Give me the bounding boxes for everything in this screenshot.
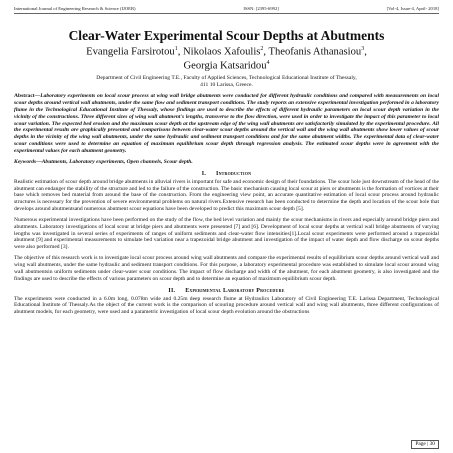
section-heading-introduction — [14, 170, 439, 178]
abstract-text: Laboratory experiments on local scour process at wing wall bridge abutments were conducted for different hydraulic conditions and compared with measurements on local scour depths around vertical wall abutments, under the same flow and sediment transport conditions. The study reports an extensive experimental investigation performed in a laboratory flume in the Technological Educational Institute of Thessaly, whose findings are used to describe the effects of different hydraulic parameters on local scour depth variation in the vicinity of the constructions. Three different sizes of wing wall abutment's lengths, transverse to the flow direction, were used in order to investigate the impact of this parameter to local scour variation. The expected bed erosion and the maximum scour depth at the upstream edge of the wing wall abutments are satisfactorily simulated by the experimental procedure. All the experimental results are graphically presented and comparisons between clear-water scour depths around the vertical wall and the wing wall abutments show lower values of scour depths in the vicinity of the wing wall abutments, under the same hydraulic and sediment transport conditions and for the same abutment widths. The experimental data of clear-water scour conditions were used to determine an equation of maximum equilibrium scour depth through regression analysis. The estimated scour depths were in agreement with the experimental values for each abutment geometry. — [14, 93, 439, 154]
section-title: Experimental Laboratory Procedure — [185, 287, 285, 294]
author-1-affil: 1 — [174, 46, 178, 52]
running-head — [14, 6, 439, 14]
author-4: Georgia Katsaridou — [183, 60, 267, 72]
journal-name: International Journal of Engineering Research & Science (IJOER) — [14, 6, 136, 11]
affiliation-line-2: 411 10 Larissa, Greece. — [200, 81, 253, 88]
affiliation — [14, 75, 439, 88]
section-heading-procedure — [14, 287, 439, 295]
keywords: Keywords—Abutments, Laboratory experiments, Open channels, Scour depth. — [14, 158, 193, 165]
abstract — [14, 93, 439, 155]
author-3-affil: 3 — [361, 46, 365, 52]
author-4-affil: 4 — [266, 60, 270, 67]
affiliation-line-1: Department of Civil Engineering T.E., Faculty of Applied Sciences, Technological Educational Institute of Thessaly, — [96, 75, 357, 82]
issn: ISSN: [2395-6992] — [243, 6, 279, 11]
author-list — [14, 44, 439, 72]
intro-paragraph-2: Numerous experimental investigations have been performed on the study of the flow, the bed level variation and mainly the scour mechanisms in rivers and especially around bridge piers and abutments. Laboratory investigations of local scour at bridge piers and abutments were presented [7] and [6]. Development of local scour depths at vertical wall bridge abutments of varying lengths was investigated in several series of experiments of ranges of uniform sediments and clear-water flow intensities[1].Local scour experiments were performed around a trapezoidal abutment [9] and experimental measurements to simulate bed variation near a trapezoidal bridge abutment and investigation of the impact of water depth and flow discharge on scour depths were also performed [3]. — [14, 216, 439, 251]
intro-paragraph-3: The objective of this research work is to investigate local scour process around wing wall abutments and compare the experimental results of equilibrium scour depths around vertical wall and wing wall abutments, under the same hydraulic and sediment transport conditions. For this purpose, a laboratory experimental procedure was established to simulate local scour around wing wall abutmentsin uniform sediments under clear-water scour conditions. The impact of flow discharge and width of the abutment, for each abutment geometry, is also investigated and the findings are used to describe the effects of various parameters on scour depth and to determine an equation of maximum equilibrium scour depth. — [14, 255, 439, 282]
abstract-lead: Abstract— — [14, 93, 41, 100]
procedure-paragraph-1: The experiments were conducted in a 6.0m long, 0.078m wide and 0.25m deep research flume at Hydraulics Laboratory of Civil Engineering T.E. Larissa Department, Technological Educational Institute of Thessaly.As the object of the current work is the comparison of scouring procedure around vertical wall and wing wall abutments, three different configurations of abutment models, for each geometry, were used and a parametric investigation of local scour depth evolution around the obstructions — [14, 295, 439, 316]
author-2: , Nikolaos Xafoulis — [177, 46, 261, 58]
author-1: Evangelia Farsirotou — [86, 46, 175, 58]
section-number: II. — [168, 287, 176, 294]
author-3: , Theofanis Athanasiou — [263, 46, 362, 58]
paper-title: Clear-Water Experimental Scour Depths at Abutments — [68, 28, 385, 43]
intro-paragraph-1: Realistic estimation of scour depth around bridge abutments in alluvial rivers is important for safe and economic design of their foundations. The scour hole just downstream of the head of the abutment can endanger the stability of the structure and led to the failure of the construction. The basic mechanism causing local scour at piers or abutments is the formation of vortices at their base which removes bed material from around the base of the construction. From the engineering view point, an accurate quantitative estimation of local scour process around hydraulic structures is necessary for the prevention of severe environmental problems on natural rivers.Extensive research has been conducted to determine the depth and location of the scour hole that develops around abutmentsand numerous abutment scour equations have been developed to predict this maximum scour depth [5]. — [14, 178, 439, 213]
page-number: Page | 30 — [411, 440, 439, 449]
section-title: Introduction — [216, 170, 252, 177]
author-2-affil: 2 — [260, 46, 264, 52]
author-separator: , — [364, 46, 367, 58]
volume-issue: [Vol-4, Issue-4, April- 2018] — [386, 6, 439, 11]
section-number: I. — [201, 170, 207, 177]
